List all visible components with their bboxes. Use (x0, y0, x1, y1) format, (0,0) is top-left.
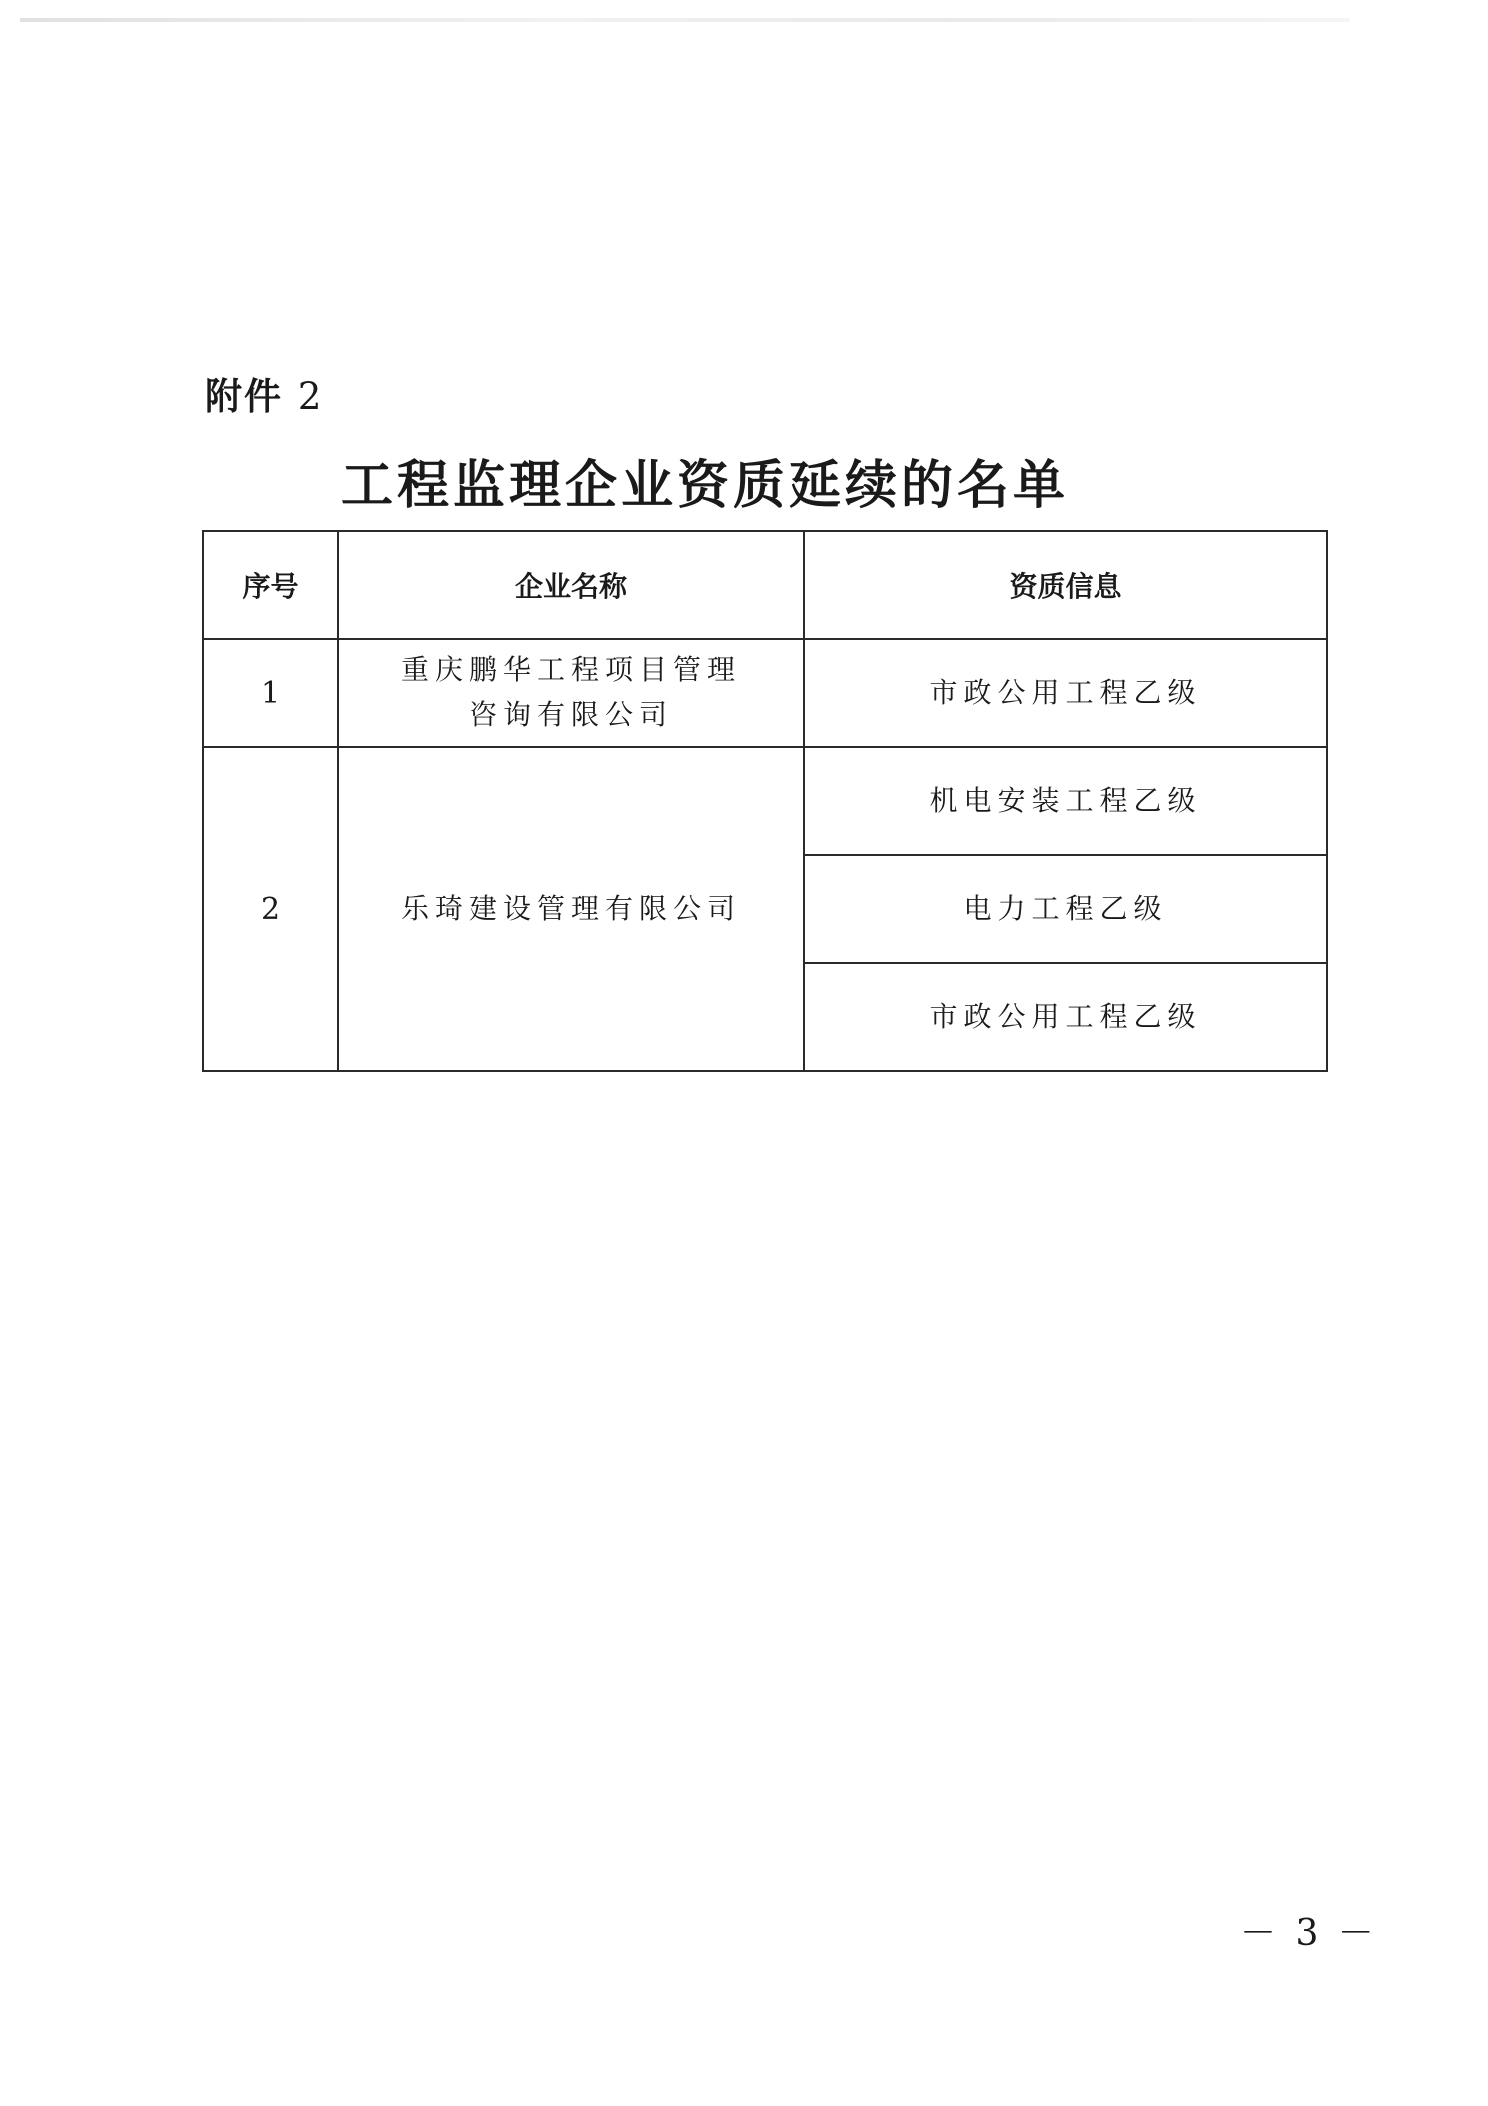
qualification-table (202, 530, 1328, 1072)
page-number: － 3 － (1240, 1913, 1378, 1954)
row-qualification: 机电安装工程乙级 (804, 747, 1327, 855)
row-seq: 1 (203, 639, 338, 747)
attachment-number: 2 (297, 375, 324, 418)
row-qualification: 电力工程乙级 (804, 855, 1327, 963)
document-title: 工程监理企业资质延续的名单 (340, 455, 1069, 516)
scan-edge (20, 18, 1350, 22)
table-row (203, 639, 1327, 747)
row-qualification: 市政公用工程乙级 (804, 639, 1327, 747)
row-company: 乐琦建设管理有限公司 (338, 747, 804, 1071)
table-header-row (203, 531, 1327, 639)
row-qualification: 市政公用工程乙级 (804, 963, 1327, 1071)
row-company (338, 639, 804, 747)
attachment-label (205, 366, 323, 420)
company-name-line1: 重庆鹏华工程项目管理 (400, 653, 741, 687)
attachment-label-text: 附件 (205, 375, 283, 418)
header-seq: 序号 (203, 531, 338, 639)
company-name-line2: 咨询有限公司 (468, 698, 673, 731)
header-company: 企业名称 (338, 531, 804, 639)
table-row (203, 747, 1327, 855)
row-seq: 2 (203, 747, 338, 1071)
header-qualification: 资质信息 (804, 531, 1327, 639)
